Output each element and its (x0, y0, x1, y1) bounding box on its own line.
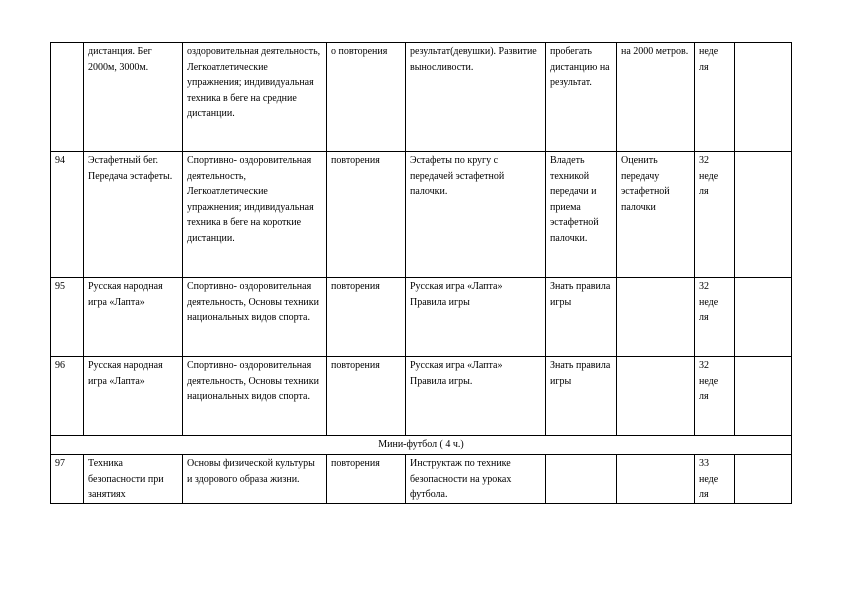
control-type (617, 357, 695, 436)
lesson-topic: Эстафетный бег. Передача эстафеты. (84, 152, 183, 278)
lesson-topic: дистанция. Бег 2000м, 3000м. (84, 43, 183, 152)
lesson-topic: Русская народная игра «Лапта» (84, 278, 183, 357)
week-cell: 32 неде ля (695, 278, 735, 357)
table-row (51, 152, 792, 278)
lesson-type: повторения (327, 357, 406, 436)
program-section: Спортивно- оздоровительная деятельность, Легкоатлетические упражнения; индивидуальная техника в беге на короткие дистанции. (183, 152, 327, 278)
lesson-type: о повторения (327, 43, 406, 152)
skills-requirements: пробегать дистанцию на результат. (546, 43, 617, 152)
control-type: Оценить передачу эстафетной палочки (617, 152, 695, 278)
week-cell: 32 неде ля (695, 357, 735, 436)
week-cell: 33 неде ля (695, 455, 735, 504)
lesson-type: повторения (327, 278, 406, 357)
lesson-plan-table (50, 42, 792, 504)
lesson-number: 94 (51, 152, 84, 278)
control-type: на 2000 метров. (617, 43, 695, 152)
table-row (51, 43, 792, 152)
lesson-type: повторения (327, 152, 406, 278)
control-type (617, 278, 695, 357)
table-row (51, 357, 792, 436)
lesson-number: 96 (51, 357, 84, 436)
lesson-number: 95 (51, 278, 84, 357)
program-section: оздоровительная деятельность, Легкоатлетические упражнения; индивидуальная техника в беге на средние дистанции. (183, 43, 327, 152)
skills-requirements: Знать правила игры (546, 278, 617, 357)
week-cell: 32 неде ля (695, 152, 735, 278)
extra-cell (735, 278, 792, 357)
lesson-content: Инструктаж по технике безопасности на уроках футбола. (406, 455, 546, 504)
lesson-content: Русская игра «Лапта» Правила игры. (406, 357, 546, 436)
lesson-content: результат(девушки). Развитие выносливости. (406, 43, 546, 152)
program-section: Спортивно- оздоровительная деятельность, Основы техники национальных видов спорта. (183, 278, 327, 357)
section-header-row (51, 436, 792, 455)
section-title: Мини-футбол ( 4 ч.) (51, 436, 792, 455)
extra-cell (735, 43, 792, 152)
skills-requirements: Владеть техникой передачи и приема эстафетной палочки. (546, 152, 617, 278)
lesson-type: повторения (327, 455, 406, 504)
extra-cell (735, 152, 792, 278)
program-section: Основы физической культуры и здорового образа жизни. (183, 455, 327, 504)
extra-cell (735, 357, 792, 436)
control-type (617, 455, 695, 504)
lesson-number (51, 43, 84, 152)
table-row (51, 455, 792, 504)
skills-requirements: Знать правила игры (546, 357, 617, 436)
week-cell: неде ля (695, 43, 735, 152)
program-section: Спортивно- оздоровительная деятельность, Основы техники национальных видов спорта. (183, 357, 327, 436)
lesson-topic: Русская народная игра «Лапта» (84, 357, 183, 436)
lesson-content: Эстафеты по кругу с передачей эстафетной палочки. (406, 152, 546, 278)
lesson-topic: Техника безопасности при занятиях (84, 455, 183, 504)
table-row (51, 278, 792, 357)
extra-cell (735, 455, 792, 504)
lesson-content: Русская игра «Лапта» Правила игры (406, 278, 546, 357)
lesson-number: 97 (51, 455, 84, 504)
skills-requirements (546, 455, 617, 504)
